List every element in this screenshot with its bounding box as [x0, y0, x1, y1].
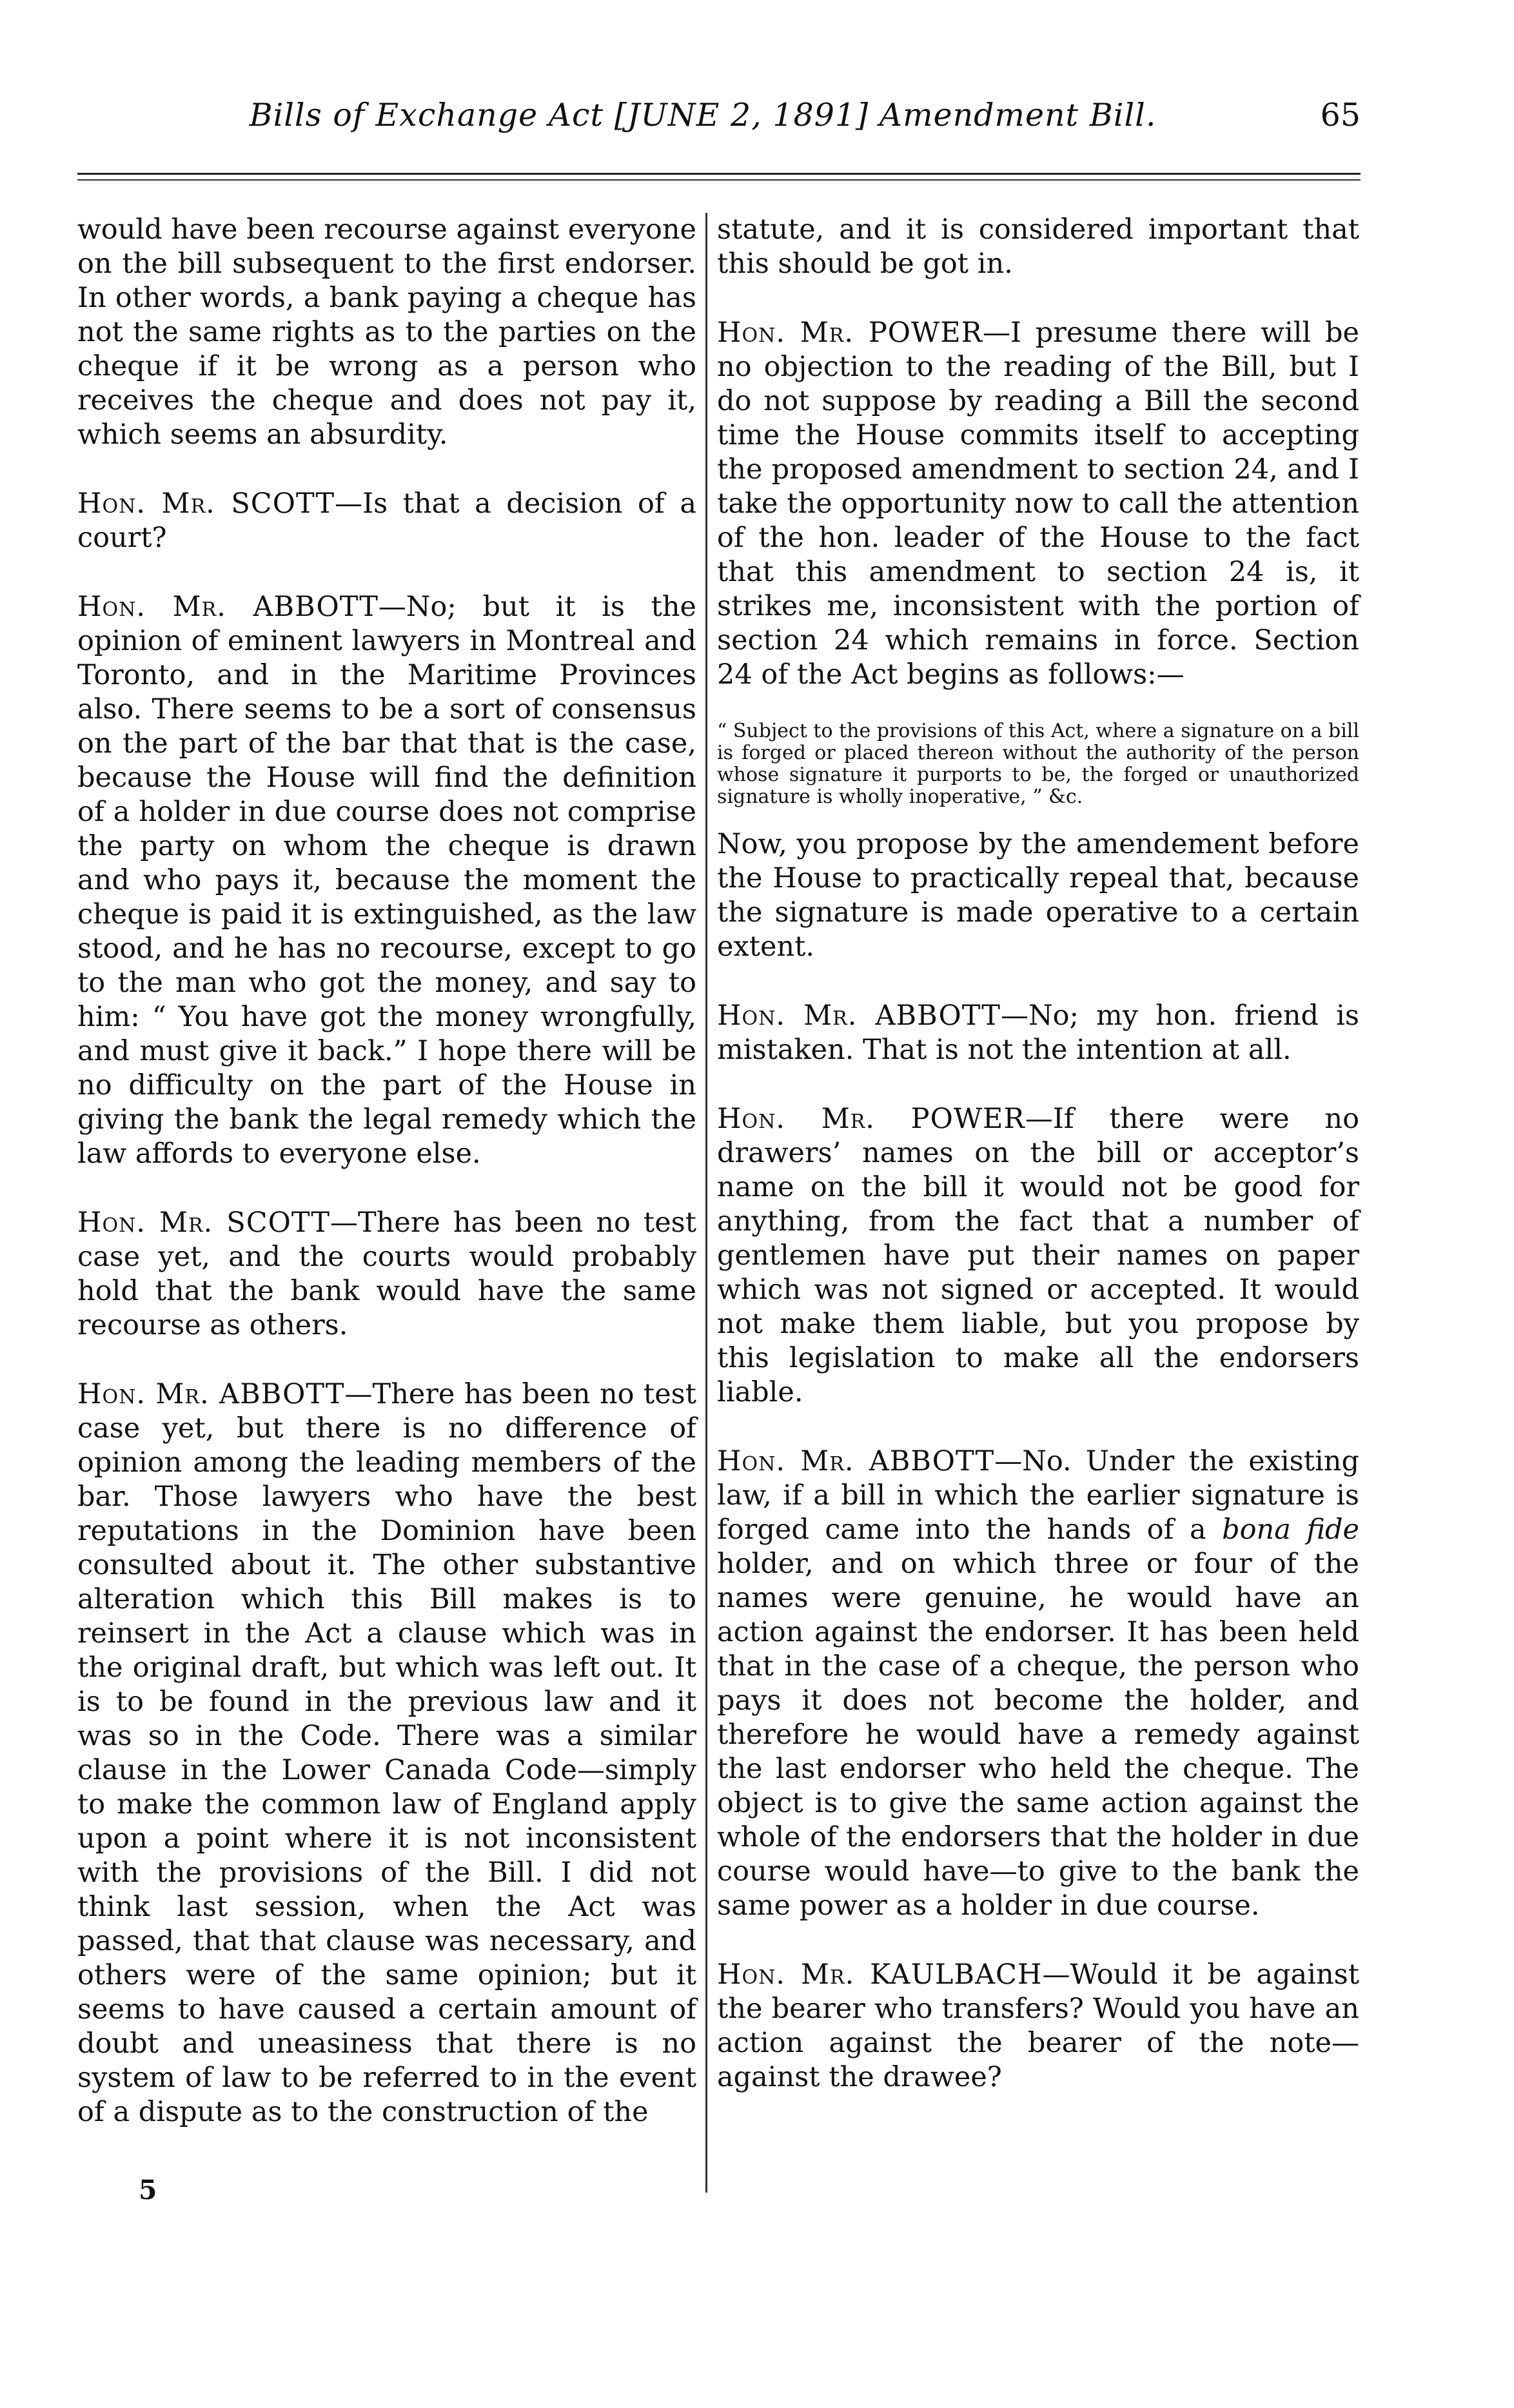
speech-text: —Is that a decision of a court? [77, 488, 696, 554]
left-column [77, 213, 696, 2129]
header-rule-secondary [77, 179, 1361, 181]
speech-paragraph [717, 999, 1359, 1067]
speech-paragraph [717, 1958, 1359, 2095]
right-column [717, 213, 1359, 2095]
statute-quotation: “ Subject to the provisions of this Act, where a signature on a bill is forged or placed thereon without the authority of the person whose signature it purports to be, the forged or unauthorized signature is wholly inoperative, ” &c. [717, 720, 1359, 808]
speaker-name: Hon. Mr. KAULBACH [717, 1959, 1043, 1991]
speaker-name: Hon. Mr. POWER [717, 1103, 1025, 1135]
speech-text: —Would it be against the bearer who transfers? Would you have an action against the bearer of the note—against the drawee? [717, 1959, 1359, 2093]
speech-text: —If there were no drawers’ names on the bill or acceptor’s name on the bill it would not be good for anything, from the fact that a number of gentlemen have put their names on paper which was not signed or accepted. It would not make them liable, but you propose by this legislation to make all the endorsers liable. [717, 1103, 1360, 1408]
speech-paragraph [717, 1445, 1359, 1923]
speech-text: —I presume there will be no objection to the reading of the Bill, but I do not suppose by reading a Bill the second time the House commits itself to accepting the proposed amendment to section 24, and I take the opportunity now to call the attention of the hon. leader of the House to the fact that this amendment to section 24 is, it strikes me, inconsistent with the portion of section 24 which remains in force. Section 24 of the Act begins as follows:— [717, 317, 1360, 691]
column-divider [705, 213, 707, 2193]
page-header [77, 97, 1361, 148]
speech-text: holder, and on which three or four of the names were genuine, he would have an action against the endorser. It has been held that in the case of a cheque, the person who pays it does not become the holder, and therefore he would have a remedy against the last endorser who held the cheque. The object is to give the same action against the whole of the endorsers that the holder in due course would have—to give to the bank the same power as a holder in due course. [717, 1548, 1359, 1922]
italic-phrase: bona fide [1222, 1514, 1359, 1546]
speech-text: —No. Under the existing law, if a bill in which the earlier signature is forged came into the hands of a [717, 1445, 1359, 1546]
speaker-name: Hon. Mr. ABBOTT [717, 1445, 995, 1477]
speaker-name: Hon. Mr. ABBOTT [77, 591, 378, 623]
speech-text: —There has been no test case yet, and the courts would probably hold that the bank would have the same recourse as others. [77, 1207, 696, 1341]
speech-text: —No; but it is the opinion of eminent lawyers in Montreal and Toronto, and in the Maritime Provinces also. There seems to be a sort of consensus on the part of the bar that that is the case, because the House will find the definition of a holder in due course does not comprise the party on whom the cheque is drawn and who pays it, because the moment the cheque is paid it is extinguished, as the law stood, and he has no recourse, except to go to the man who got the money, and say to him: “ You have got the money wrongfully, and must give it back.” I hope there will be no difficulty on the part of the House in giving the bank the legal remedy which the law affords to everyone else. [77, 591, 696, 1170]
speaker-name: Hon. Mr. ABBOTT [717, 1000, 1001, 1032]
speaker-name: Hon. Mr. SCOTT [77, 488, 335, 520]
speech-paragraph [77, 1377, 696, 2129]
page-number: 65 [1320, 97, 1361, 133]
header-rule [77, 173, 1361, 175]
speaker-name: Hon. Mr. POWER [717, 317, 983, 349]
speaker-name: Hon. Mr. ABBOTT [77, 1378, 345, 1410]
speech-paragraph [717, 1102, 1359, 1410]
speech-paragraph [717, 316, 1359, 692]
running-title: Bills of Exchange Act [JUNE 2, 1891] Amendment Bill. [249, 97, 1157, 133]
paragraph: would have been recourse against everyone on the bill subsequent to the first endorser. In other words, a bank paying a cheque has not the same rights as to the parties on the cheque if it be wrong as a person who receives the cheque and does not pay it, which seems an absurdity. [77, 213, 696, 451]
speaker-name: Hon. Mr. SCOTT [77, 1207, 331, 1239]
paragraph: Now, you propose by the amendement before the House to practically repeal that, because the signature is made operative to a certain extent. [717, 828, 1359, 963]
speech-paragraph [77, 1206, 696, 1343]
speech-text: —No; my hon. friend is mistaken. That is not the intention at all. [717, 1000, 1359, 1066]
speech-text: —There has been no test case yet, but there is no difference of opinion among the leading members of the bar. Those lawyers who have the best reputations in the Dominion have been consulted about it. The other substantive alteration which this Bill makes is to reinsert in the Act a clause which was in the original draft, but which was left out. It is to be found in the previous law and it was so in the Code. There was a similar clause in the Lower Canada Code—simply to make the common law of England apply upon a point where it is not inconsistent with the provisions of the Bill. I did not think last session, when the Act was passed, that that clause was necessary, and others were of the same opinion; but it seems to have caused a certain amount of doubt and uneasiness that there is no system of law to be referred to in the event of a dispute as to the construction of the [77, 1378, 696, 2128]
speech-paragraph [77, 487, 696, 555]
paragraph: statute, and it is considered important that this should be got in. [717, 213, 1359, 280]
speech-paragraph [77, 590, 696, 1171]
signature-mark: 5 [139, 2175, 157, 2206]
